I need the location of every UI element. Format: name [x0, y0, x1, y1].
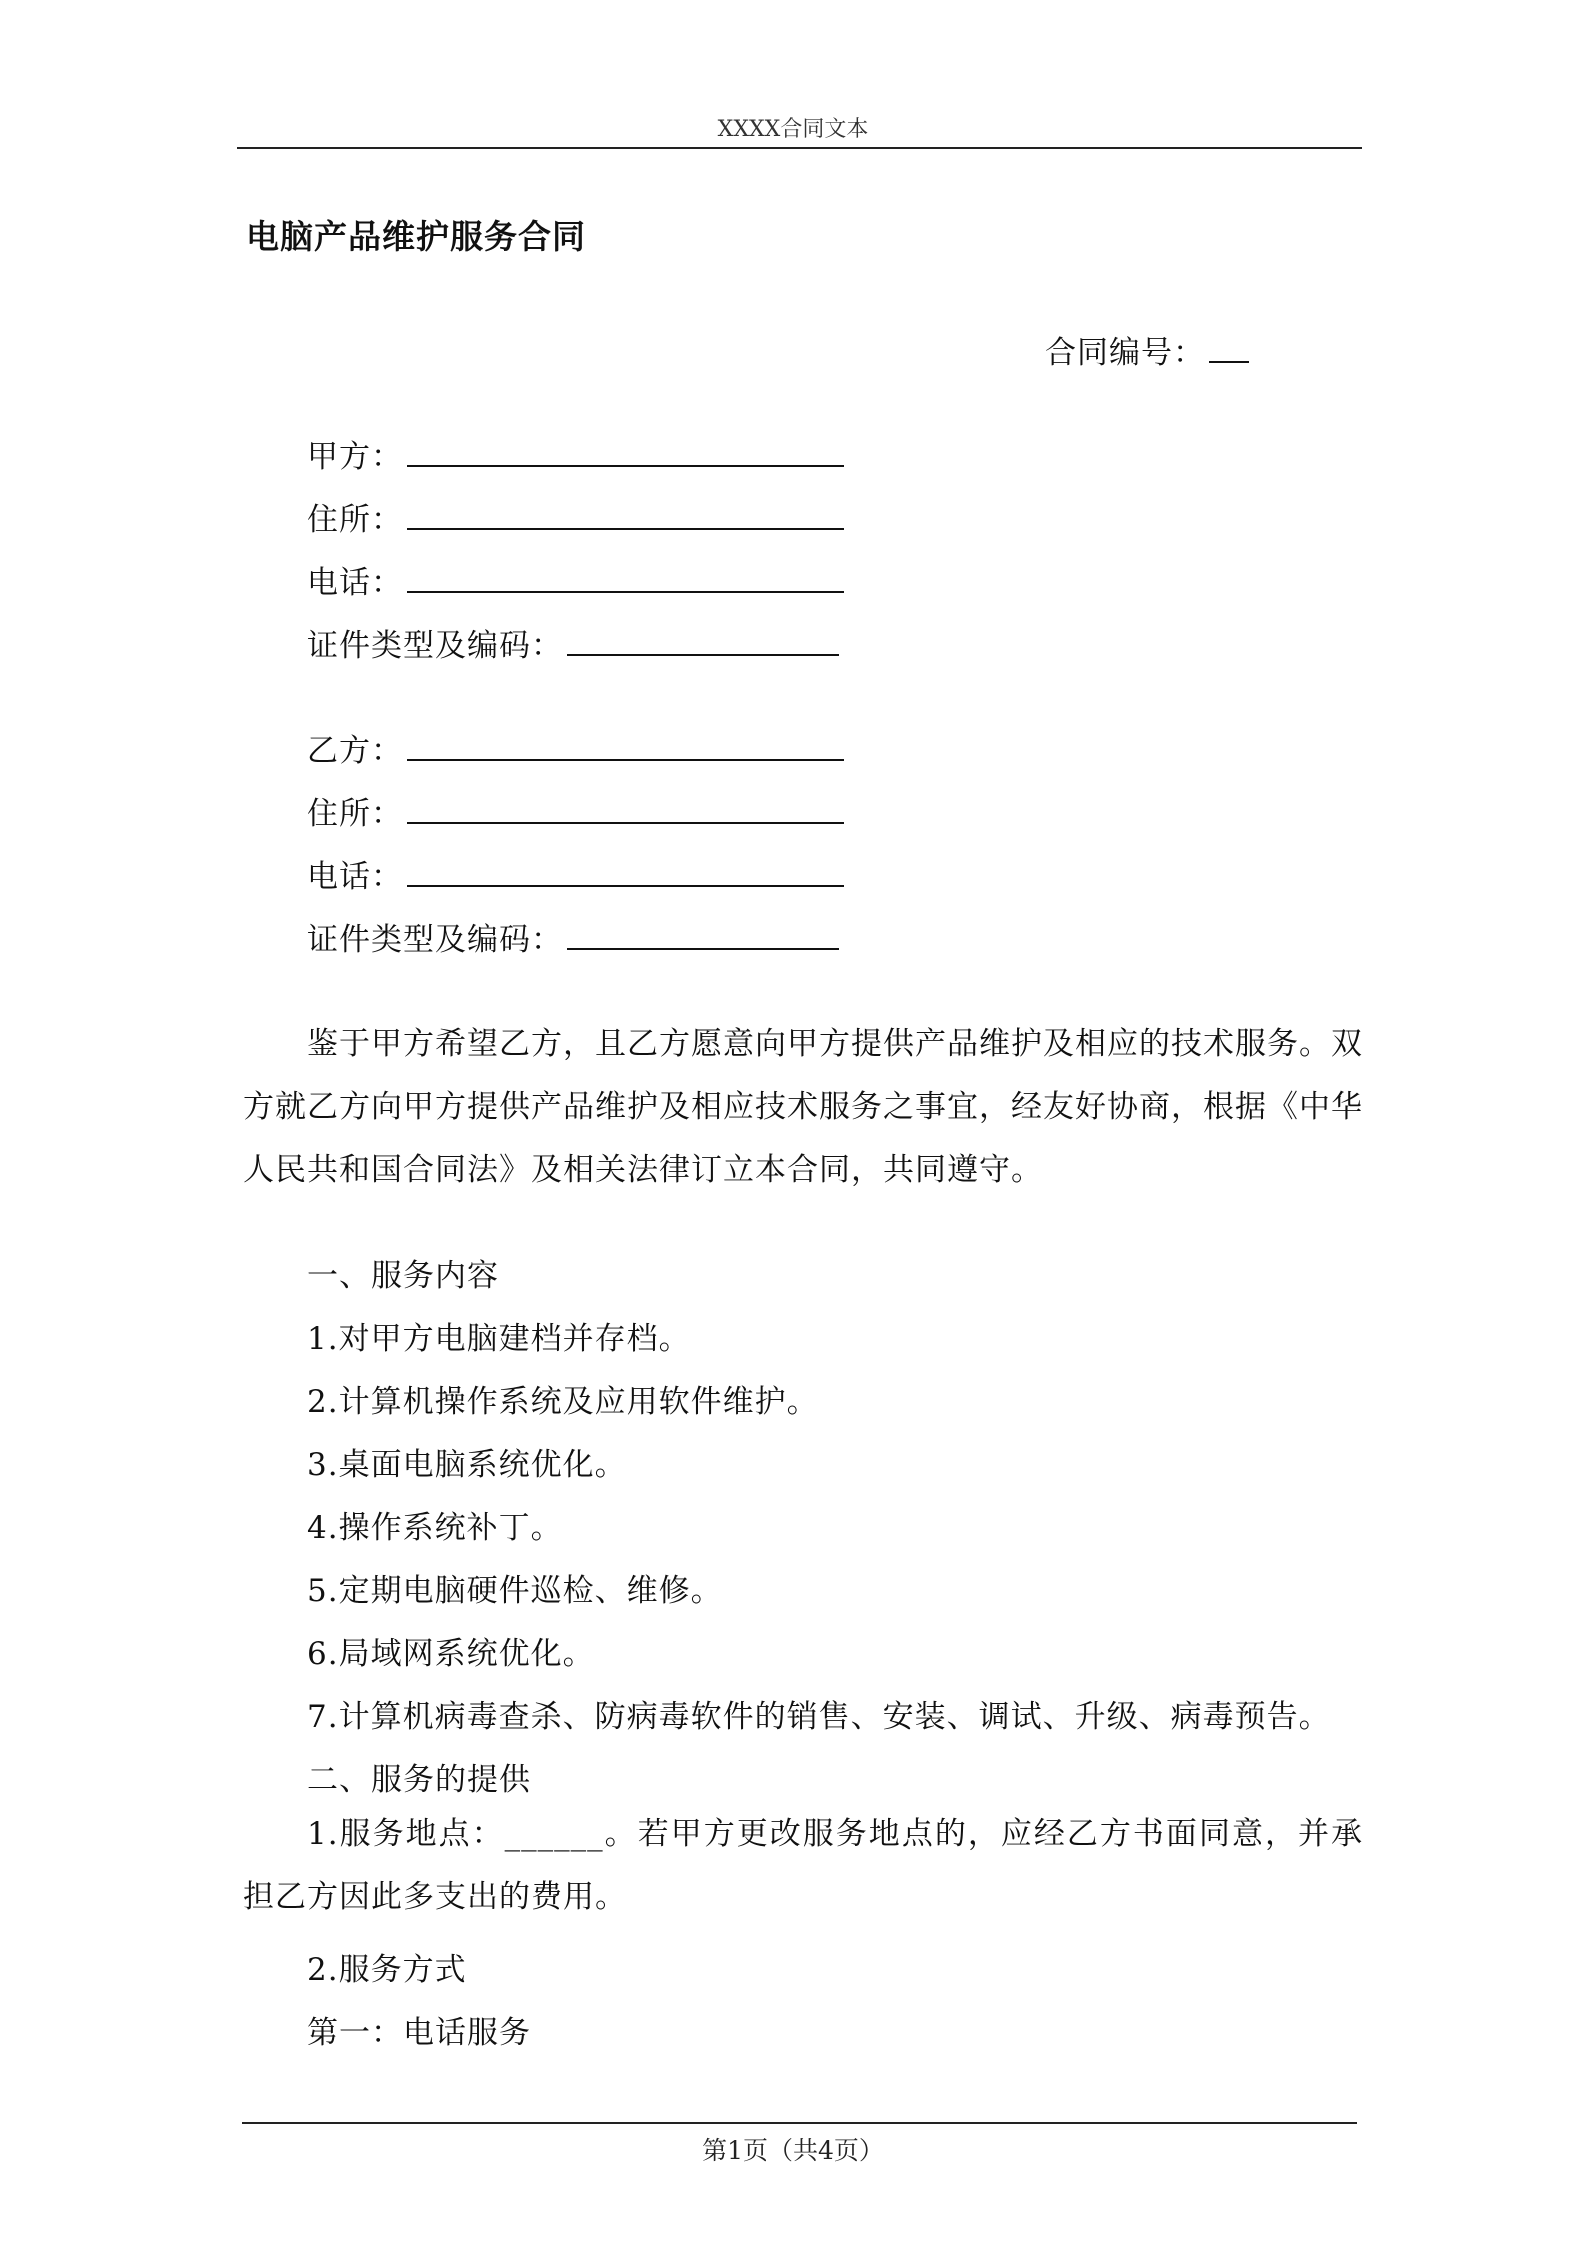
service-item-1: 1.对甲方电脑建档并存档。 [307, 1321, 691, 1357]
party-a-phone-row [307, 557, 844, 602]
party-b-phone-blank[interactable] [407, 881, 844, 887]
party-b-name-row [307, 725, 844, 770]
party-b-phone-label: 电话： [307, 859, 403, 895]
service-item-4: 4.操作系统补丁。 [307, 1510, 563, 1546]
service-item-7: 7.计算机病毒查杀、防病毒软件的销售、安装、调试、升级、病毒预告。 [307, 1699, 1331, 1735]
service-method-heading: 2.服务方式 [307, 1952, 467, 1988]
section-1-title: 一、服务内容 [307, 1258, 499, 1294]
service-item-3: 3.桌面电脑系统优化。 [307, 1447, 627, 1483]
running-header: XXXX合同文本 [717, 117, 869, 142]
party-a-address-row [307, 494, 844, 539]
party-a-name-blank[interactable] [407, 461, 844, 467]
page-number: 第1页（共4页） [702, 2136, 884, 2165]
service-location-paragraph [243, 1803, 1363, 1929]
header-rule [237, 147, 1362, 149]
party-a-id-label: 证件类型及编码： [307, 628, 563, 664]
party-b-phone-row [307, 851, 844, 896]
party-a-phone-label: 电话： [307, 565, 403, 601]
party-a-phone-blank[interactable] [407, 587, 844, 593]
party-b-address-row [307, 788, 844, 833]
party-a-id-blank[interactable] [567, 650, 839, 656]
footer-rule [242, 2122, 1357, 2124]
service-item-5: 5.定期电脑硬件巡检、维修。 [307, 1573, 723, 1609]
party-a-id-row [307, 620, 839, 665]
party-b-address-label: 住所： [307, 796, 403, 832]
document-title: 电脑产品维护服务合同 [246, 217, 586, 256]
party-b-address-blank[interactable] [407, 818, 844, 824]
service-item-6: 6.局域网系统优化。 [307, 1636, 595, 1672]
phone-service-heading: 第一：电话服务 [307, 2015, 531, 2051]
contract-number-label: 合同编号： [1045, 335, 1205, 371]
party-a-name-label: 甲方： [307, 439, 403, 475]
party-a-name-row [307, 431, 844, 476]
service-location-prefix: 1.服务地点： [307, 1816, 505, 1852]
party-b-id-blank[interactable] [567, 944, 839, 950]
contract-number-blank[interactable] [1209, 357, 1249, 363]
contract-number-field [1045, 327, 1249, 372]
party-a-address-label: 住所： [307, 502, 403, 538]
party-a-address-blank[interactable] [407, 524, 844, 530]
service-item-2: 2.计算机操作系统及应用软件维护。 [307, 1384, 819, 1420]
party-b-name-label: 乙方： [307, 733, 403, 769]
service-location-blank[interactable]: ______ [504, 1816, 604, 1852]
party-b-id-row [307, 914, 839, 959]
section-2-title: 二、服务的提供 [307, 1762, 531, 1798]
party-b-id-label: 证件类型及编码： [307, 922, 563, 958]
service-location-suffix: 。若甲方更改服务地点的，应经乙方书面同意，并承担乙方因此多支出的费用。 [243, 1816, 1364, 1915]
intro-paragraph: 鉴于甲方希望乙方，且乙方愿意向甲方提供产品维护及相应的技术服务。双方就乙方向甲方提供产品维护及相应技术服务之事宜，经友好协商，根据《中华人民共和国合同法》及相关法律订立本合同，共同遵守。 [243, 1026, 1363, 1188]
party-b-name-blank[interactable] [407, 755, 844, 761]
